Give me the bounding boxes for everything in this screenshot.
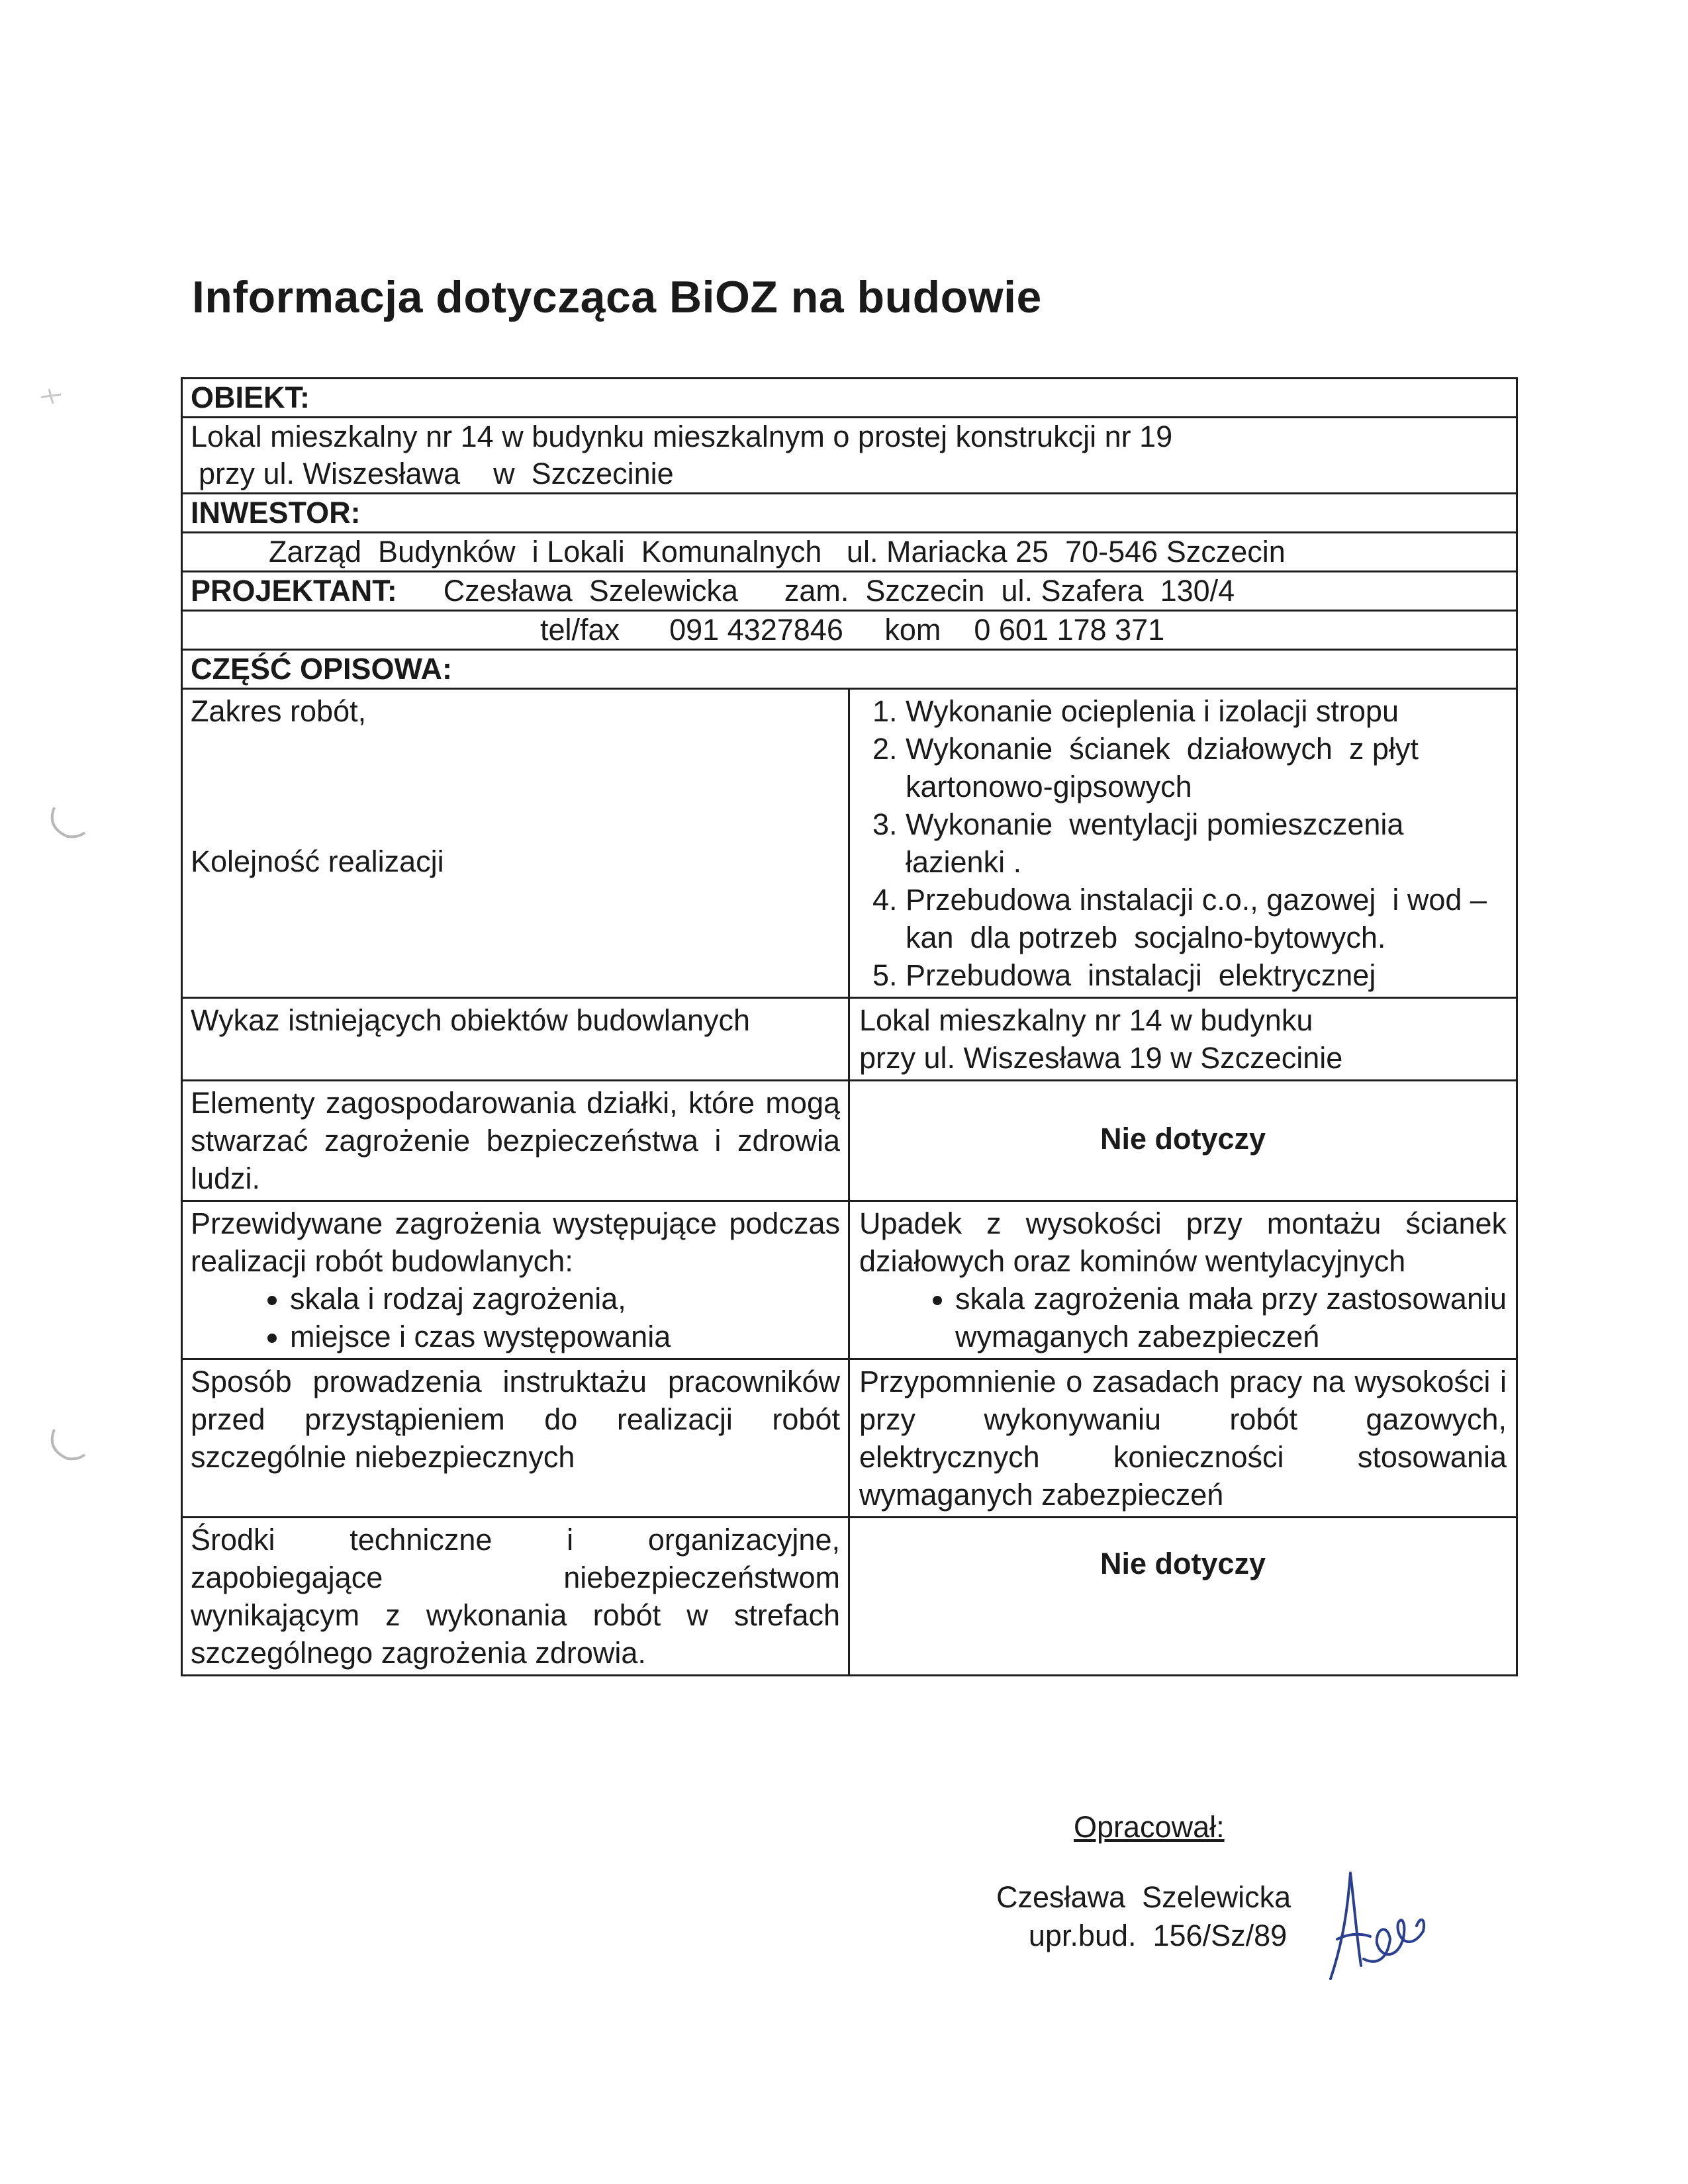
zagrozenia-value-cell (850, 1202, 1516, 1358)
obiekt-line-1: Lokal mieszkalny nr 14 w budynku mieszkalnym o prostej konstrukcji nr 19 (191, 420, 1173, 453)
works-list (859, 692, 1507, 994)
signature-license: upr.bud. 156/Sz/89 (1028, 1919, 1288, 1952)
zagrozenia-bullet: • skala i rodzaj zagrożenia, (290, 1280, 840, 1318)
elementy-value: Nie dotyczy (1100, 1122, 1266, 1156)
punch-hole-mark (41, 794, 94, 847)
works-item: 4. Przebudowa instalacji c.o., gazowej i wod – kan dla potrzeb socjalno-bytowych. (906, 881, 1507, 956)
wykaz-value-2: przy ul. Wiszesława 19 w Szczecinie (859, 1041, 1343, 1075)
projektant-phone: tel/fax 091 4327846 kom 0 601 178 371 (183, 612, 1516, 651)
obiekt-line-2: przy ul. Wiszesława w Szczecinie (199, 457, 674, 490)
obiekt-description (183, 418, 1516, 494)
elementy-label: Elementy zagospodarowania działki, które mogą stwarzać zagrożenie bezpieczeństwa i zdrowia ludzi. (183, 1081, 850, 1200)
projektant-name: Czesława Szelewicka (443, 574, 738, 608)
zagrozenia-row (183, 1202, 1516, 1360)
zagrozenia-value-bullets (859, 1280, 1507, 1355)
works-item: 5. Przebudowa instalacji elektrycznej (906, 956, 1507, 994)
zagrozenia-value: Upadek z wysokości przy montażu ścianek działowych oraz kominów wentylacyjnych (859, 1206, 1507, 1278)
works-item: 3. Wykonanie wentylacji pomieszczenia łazienki . (906, 805, 1507, 881)
zakres-label-cell (183, 690, 850, 997)
works-item: 2. Wykonanie ścianek działowych z płyt kartonowo-gipsowych (906, 730, 1507, 805)
scan-speck (34, 377, 74, 417)
handwritten-signature (1324, 1860, 1436, 1992)
punch-hole-mark (41, 1416, 94, 1469)
inwestor-header: INWESTOR: (183, 494, 1516, 533)
zagrozenia-label: Przewidywane zagrożenia występujące podczas realizacji robót budowlanych: (191, 1206, 840, 1278)
projektant-row (183, 572, 1516, 612)
srodki-label: Środki techniczne i organizacyjne, zapobiegające niebezpieczeństwom wynikającym z wykonania robót w strefach szczególnego zagrożenia zdrowia. (183, 1518, 850, 1674)
projektant-label: PROJEKTANT: (191, 574, 397, 608)
elementy-row (183, 1081, 1516, 1202)
signature-heading: Opracował: (1074, 1810, 1225, 1844)
zakres-label: Zakres robót, (191, 694, 367, 728)
works-item: 1. Wykonanie ocieplenia i izolacji stropu (906, 692, 1507, 730)
wykaz-value-1: Lokal mieszkalny nr 14 w budynku (859, 1003, 1313, 1037)
obiekt-header: OBIEKT: (183, 379, 1516, 418)
kolejnosc-label: Kolejność realizacji (191, 844, 444, 878)
srodki-row (183, 1518, 1516, 1674)
zakres-row (183, 690, 1516, 999)
zagrozenia-label-cell (183, 1202, 850, 1358)
zagrozenia-bullets (191, 1280, 840, 1355)
sposob-value: Przypomnienie o zasadach pracy na wysokości i przy wykonywaniu robót gazowych, elektrycznych konieczności stosowania wymaganych zabezpieczeń (859, 1365, 1507, 1512)
zagrozenia-value-bullet: • skala zagrożenia mała przy zastosowaniu wymaganych zabezpieczeń (955, 1280, 1507, 1355)
bioz-table (181, 377, 1518, 1676)
sposob-label: Sposób prowadzenia instruktażu pracowników przed przystąpieniem do realizacji robót szczególnie niebezpiecznych (183, 1360, 850, 1516)
sposob-row (183, 1360, 1516, 1518)
zagrozenia-bullet: • miejsce i czas występowania (290, 1318, 840, 1355)
czesc-opisowa-header: CZĘŚĆ OPISOWA: (183, 651, 1516, 690)
projektant-address: zam. Szczecin ul. Szafera 130/4 (784, 574, 1235, 608)
wykaz-label: Wykaz istniejących obiektów budowlanych (183, 999, 850, 1079)
signature-author-block (996, 1878, 1291, 1955)
wykaz-value-cell (850, 999, 1516, 1079)
wykaz-row (183, 999, 1516, 1081)
zakres-value-cell (850, 690, 1516, 997)
signature-author-name: Czesława Szelewicka (996, 1880, 1291, 1914)
srodki-value: Nie dotyczy (1100, 1547, 1266, 1580)
page-title: Informacja dotycząca BiOZ na budowie (192, 272, 1042, 322)
inwestor-value: Zarząd Budynków i Lokali Komunalnych ul. Mariacka 25 70-546 Szczecin (183, 533, 1516, 572)
